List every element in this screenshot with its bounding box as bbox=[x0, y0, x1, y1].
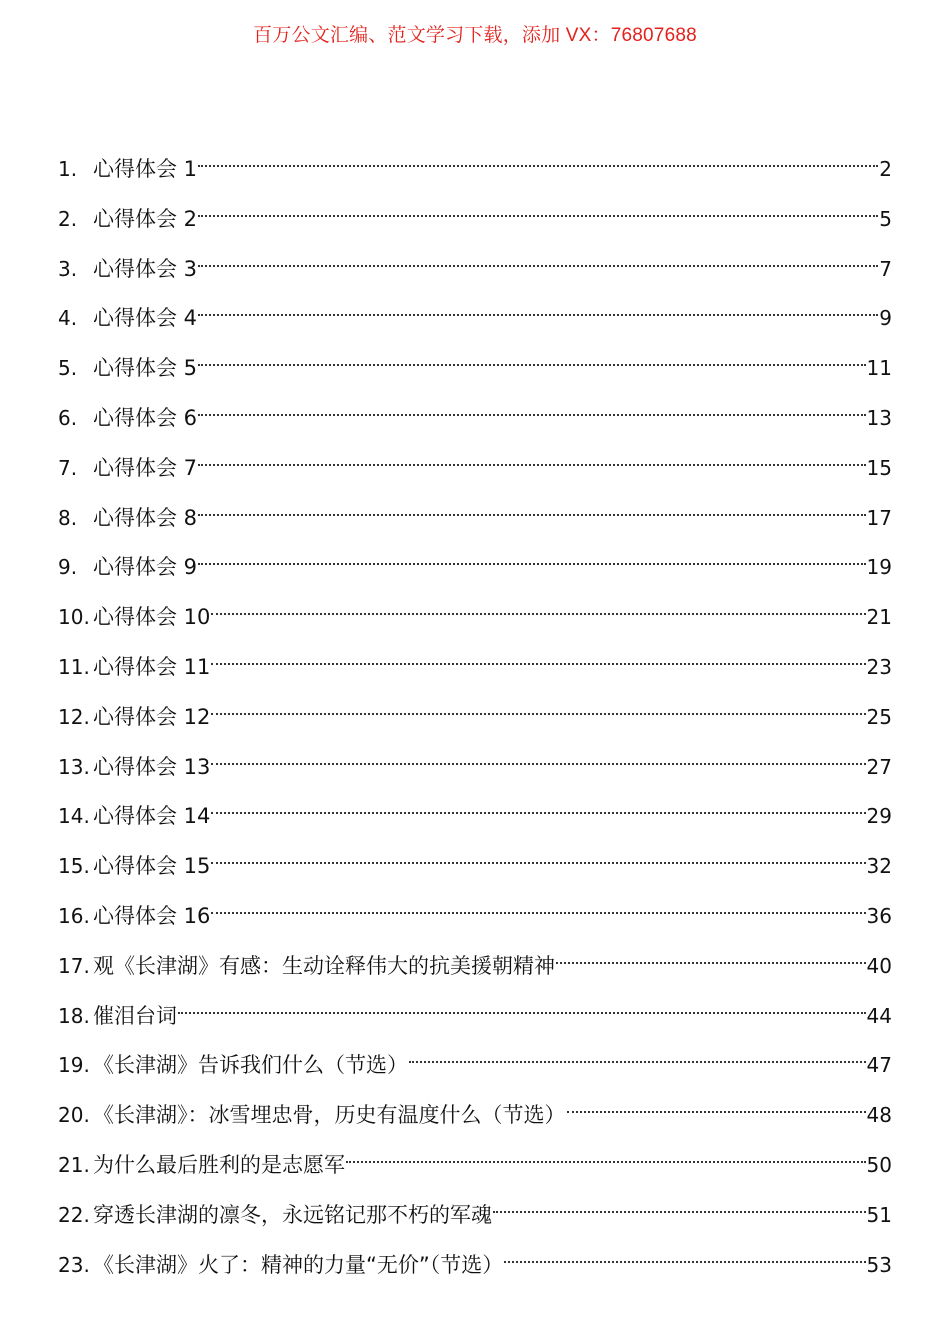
toc-entry-number: 15. bbox=[58, 854, 90, 879]
toc-entry-title: 心得体会 9 bbox=[93, 555, 198, 580]
dot-leader bbox=[211, 738, 865, 774]
toc-entry-title: 心得体会 15 bbox=[93, 854, 211, 879]
toc-entry[interactable] bbox=[58, 240, 892, 290]
dot-leader bbox=[178, 987, 866, 1023]
toc-entry-page: 9 bbox=[879, 306, 892, 331]
toc-entry-page: 5 bbox=[879, 206, 892, 231]
dot-leader bbox=[211, 837, 865, 873]
toc-entry-page: 21 bbox=[866, 605, 892, 630]
toc-entry-number: 13. bbox=[58, 754, 90, 779]
toc-entry-number: 9. bbox=[58, 555, 78, 580]
toc-entry-title: 心得体会 6 bbox=[93, 405, 198, 430]
toc-entry-page: 47 bbox=[866, 1053, 892, 1078]
toc-entry[interactable] bbox=[58, 787, 892, 837]
toc-entry-number: 23. bbox=[58, 1252, 90, 1277]
dot-leader bbox=[198, 538, 866, 574]
toc-entry-title: 心得体会 2 bbox=[93, 206, 198, 231]
toc-entry[interactable] bbox=[58, 887, 892, 937]
toc-entry-number: 8. bbox=[58, 505, 78, 530]
toc-entry-title: 心得体会 1 bbox=[93, 157, 198, 181]
toc-entry-number: 20. bbox=[58, 1103, 90, 1128]
toc-entry[interactable] bbox=[58, 190, 892, 240]
toc-entry[interactable] bbox=[58, 140, 892, 190]
toc-entry-title: 观《长津湖》有感：生动诠释伟大的抗美援朝精神 bbox=[93, 953, 555, 978]
toc-entry-title: 心得体会 10 bbox=[93, 605, 211, 630]
toc-entry[interactable] bbox=[58, 837, 892, 887]
toc-entry-number: 21. bbox=[58, 1152, 90, 1177]
dot-leader bbox=[493, 1186, 866, 1222]
toc-entry[interactable] bbox=[58, 987, 892, 1037]
toc-entry-title: 心得体会 4 bbox=[93, 306, 198, 331]
dot-leader bbox=[211, 588, 865, 624]
toc-entry-title: 为什么最后胜利的是志愿军 bbox=[93, 1152, 345, 1177]
toc-entry-number: 2. bbox=[58, 206, 78, 231]
toc-entry-title: 心得体会 5 bbox=[93, 356, 198, 381]
toc-entry-number: 19. bbox=[58, 1053, 90, 1078]
toc-entry-page: 19 bbox=[866, 555, 892, 580]
dot-leader bbox=[346, 1136, 866, 1172]
toc-entry-title: 心得体会 14 bbox=[93, 804, 211, 829]
toc-entry-number: 22. bbox=[58, 1202, 90, 1227]
toc-entry[interactable] bbox=[58, 638, 892, 688]
toc-entry[interactable] bbox=[58, 289, 892, 339]
toc-entry-page: 7 bbox=[879, 256, 892, 281]
toc-entry-title: 心得体会 16 bbox=[93, 903, 211, 928]
dot-leader bbox=[211, 638, 865, 674]
toc-entry-page: 51 bbox=[866, 1202, 892, 1227]
toc-entry-page: 53 bbox=[866, 1252, 892, 1277]
dot-leader bbox=[198, 240, 878, 276]
toc-entry-page: 40 bbox=[866, 953, 892, 978]
toc-entry-page: 27 bbox=[866, 754, 892, 779]
dot-leader bbox=[198, 439, 866, 475]
toc-entry[interactable] bbox=[58, 339, 892, 389]
dot-leader bbox=[198, 389, 866, 425]
toc-entry[interactable] bbox=[58, 1186, 892, 1236]
table-of-contents bbox=[58, 140, 892, 1285]
toc-entry-page: 15 bbox=[866, 455, 892, 480]
toc-entry-number: 3. bbox=[58, 256, 78, 281]
toc-entry-number: 11. bbox=[58, 654, 90, 679]
toc-entry-number: 5. bbox=[58, 356, 78, 381]
toc-entry-title: 心得体会 13 bbox=[93, 754, 211, 779]
toc-entry-title: 《长津湖》：冰雪埋忠骨，历史有温度什么（节选） bbox=[93, 1103, 566, 1128]
toc-entry-number: 14. bbox=[58, 804, 90, 829]
toc-entry[interactable] bbox=[58, 389, 892, 439]
toc-entry-number: 12. bbox=[58, 704, 90, 729]
dot-leader bbox=[211, 887, 865, 923]
toc-entry-title: 心得体会 8 bbox=[93, 505, 198, 530]
toc-entry[interactable] bbox=[58, 1036, 892, 1086]
dot-leader bbox=[198, 190, 878, 226]
toc-entry[interactable] bbox=[58, 738, 892, 788]
toc-entry-number: 1. bbox=[58, 157, 78, 181]
toc-entry-page: 23 bbox=[866, 654, 892, 679]
toc-entry[interactable] bbox=[58, 538, 892, 588]
toc-entry-title: 心得体会 3 bbox=[93, 256, 198, 281]
toc-entry-page: 32 bbox=[866, 854, 892, 879]
dot-leader bbox=[504, 1236, 865, 1272]
toc-entry-page: 25 bbox=[866, 704, 892, 729]
toc-entry-number: 18. bbox=[58, 1003, 90, 1028]
toc-entry-page: 29 bbox=[866, 804, 892, 829]
watermark-header: 百万公文汇编、范文学习下载，添加 VX：76807688 bbox=[253, 25, 697, 46]
toc-entry[interactable] bbox=[58, 688, 892, 738]
toc-entry-page: 17 bbox=[866, 505, 892, 530]
toc-entry-page: 11 bbox=[866, 356, 892, 381]
dot-leader bbox=[409, 1036, 866, 1072]
toc-entry-title: 催泪台词 bbox=[93, 1003, 177, 1028]
dot-leader bbox=[198, 489, 866, 525]
toc-entry-number: 7. bbox=[58, 455, 78, 480]
toc-entry-title: 《长津湖》火了：精神的力量“无价”（节选） bbox=[93, 1252, 504, 1277]
toc-entry[interactable] bbox=[58, 1136, 892, 1186]
toc-entry-title: 穿透长津湖的凛冬，永远铭记那不朽的军魂 bbox=[93, 1202, 492, 1227]
toc-entry[interactable] bbox=[58, 489, 892, 539]
toc-entry[interactable] bbox=[58, 439, 892, 489]
toc-entry-number: 4. bbox=[58, 306, 78, 331]
dot-leader bbox=[198, 140, 878, 176]
toc-entry-title: 心得体会 12 bbox=[93, 704, 211, 729]
toc-entry-page: 48 bbox=[866, 1103, 892, 1128]
toc-entry-title: 心得体会 7 bbox=[93, 455, 198, 480]
toc-entry-page: 44 bbox=[866, 1003, 892, 1028]
dot-leader bbox=[556, 937, 866, 973]
dot-leader bbox=[567, 1086, 866, 1122]
toc-entry-number: 17. bbox=[58, 953, 90, 978]
dot-leader bbox=[211, 688, 865, 724]
toc-entry-title: 心得体会 11 bbox=[93, 654, 211, 679]
toc-entry[interactable] bbox=[58, 1236, 892, 1286]
toc-entry-page: 2 bbox=[879, 157, 892, 181]
toc-entry[interactable] bbox=[58, 1086, 892, 1136]
toc-entry-page: 13 bbox=[866, 405, 892, 430]
toc-entry-number: 16. bbox=[58, 903, 90, 928]
toc-entry-title: 《长津湖》告诉我们什么（节选） bbox=[93, 1053, 408, 1078]
toc-entry[interactable] bbox=[58, 937, 892, 987]
dot-leader bbox=[198, 289, 878, 325]
dot-leader bbox=[198, 339, 866, 375]
dot-leader bbox=[211, 787, 865, 823]
toc-entry-page: 50 bbox=[866, 1152, 892, 1177]
toc-entry-number: 10. bbox=[58, 605, 90, 630]
toc-entry-number: 6. bbox=[58, 405, 78, 430]
toc-entry-page: 36 bbox=[866, 903, 892, 928]
toc-entry[interactable] bbox=[58, 588, 892, 638]
